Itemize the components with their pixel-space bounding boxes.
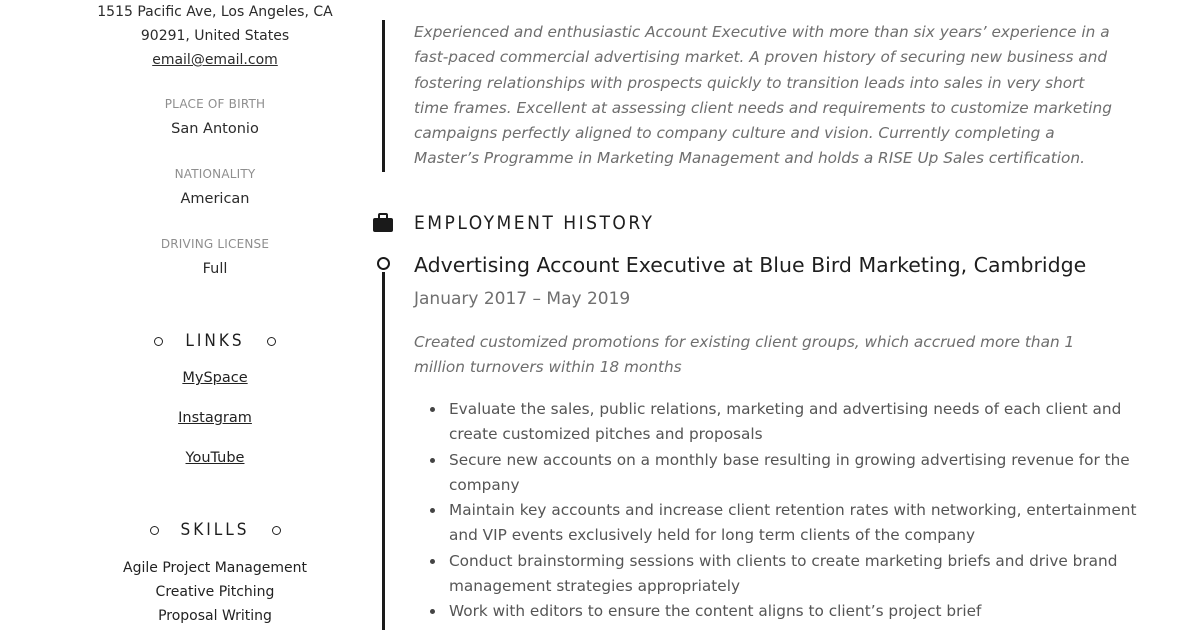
sidebar <box>0 0 430 630</box>
job-bullet: Evaluate the sales, public relations, marketing and advertising needs of each client and create customized pitches and proposals <box>449 397 1139 448</box>
job-bullet-list <box>414 397 1139 625</box>
skills-heading <box>0 518 430 542</box>
links-heading-text: LINKS <box>185 331 245 351</box>
nationality-value: American <box>180 191 250 207</box>
link-youtube-text[interactable]: YouTube <box>185 450 245 466</box>
email-link[interactable] <box>0 52 430 68</box>
place-of-birth-value: San Antonio <box>171 121 259 137</box>
job-description: Created customized promotions for existing client groups, which accrued more than 1 million turnovers within 18 months <box>414 333 1075 377</box>
job-bullet: Secure new accounts on a monthly base resulting in growing advertising revenue for the company <box>449 448 1139 499</box>
link-youtube[interactable] <box>0 450 430 466</box>
job-bullet: Work with editors to ensure the content aligns to client’s project brief <box>449 599 1139 624</box>
job-bullet: Maintain key accounts and increase client retention rates with networking, entertainment and VIP events exclusively held for long term clients of the company <box>449 498 1139 549</box>
link-myspace-text[interactable]: MySpace <box>182 370 248 386</box>
ring-left-icon <box>150 526 159 535</box>
profile-summary: Experienced and enthusiastic Account Executive with more than six years’ experience in a fast-paced commercial advertising market. A proven history of securing new business and fostering relationships with prospects quickly to transition leads into sales in very short time frames. Excellent at assessing client needs and requirements to customize marketing campaigns perfectly aligned to company culture and vision. Currently completing a Master’s Programme in Marketing Management and holds a RISE Up Sales certification. <box>414 23 1112 168</box>
address-line-2: 90291, United States <box>140 28 290 44</box>
ring-left-icon <box>154 337 163 346</box>
link-myspace[interactable] <box>0 370 430 386</box>
skills-heading-text: SKILLS <box>180 520 250 540</box>
job-bullet: Conduct brainstorming sessions with clients to create marketing briefs and drive brand management strategies appropriately <box>449 549 1139 600</box>
job-title: Advertising Account Executive at Blue Bird Marketing, Cambridge <box>414 253 1087 277</box>
link-instagram-text[interactable]: Instagram <box>178 410 252 426</box>
timeline-line <box>382 272 385 630</box>
ring-right-icon <box>267 337 276 346</box>
ring-right-icon <box>272 526 281 535</box>
skill-item: Proposal Writing <box>158 608 272 624</box>
link-instagram[interactable] <box>0 410 430 426</box>
job-dates: January 2017 – May 2019 <box>414 289 631 309</box>
place-of-birth-label: PLACE OF BIRTH <box>164 97 266 111</box>
links-heading <box>0 329 430 353</box>
driving-license-label: DRIVING LICENSE <box>160 237 270 251</box>
driving-license-value: Full <box>202 261 228 277</box>
address-line-1: 1515 Pacific Ave, Los Angeles, CA <box>97 4 333 20</box>
skill-item: Creative Pitching <box>155 584 275 600</box>
timeline-line <box>382 20 385 172</box>
timeline-dot-icon <box>377 257 390 270</box>
email-text[interactable]: email@email.com <box>152 52 278 68</box>
employment-history-heading: EMPLOYMENT HISTORY <box>414 212 655 234</box>
nationality-label: NATIONALITY <box>174 167 256 181</box>
briefcase-icon <box>372 213 394 233</box>
skill-item: Agile Project Management <box>123 560 307 576</box>
